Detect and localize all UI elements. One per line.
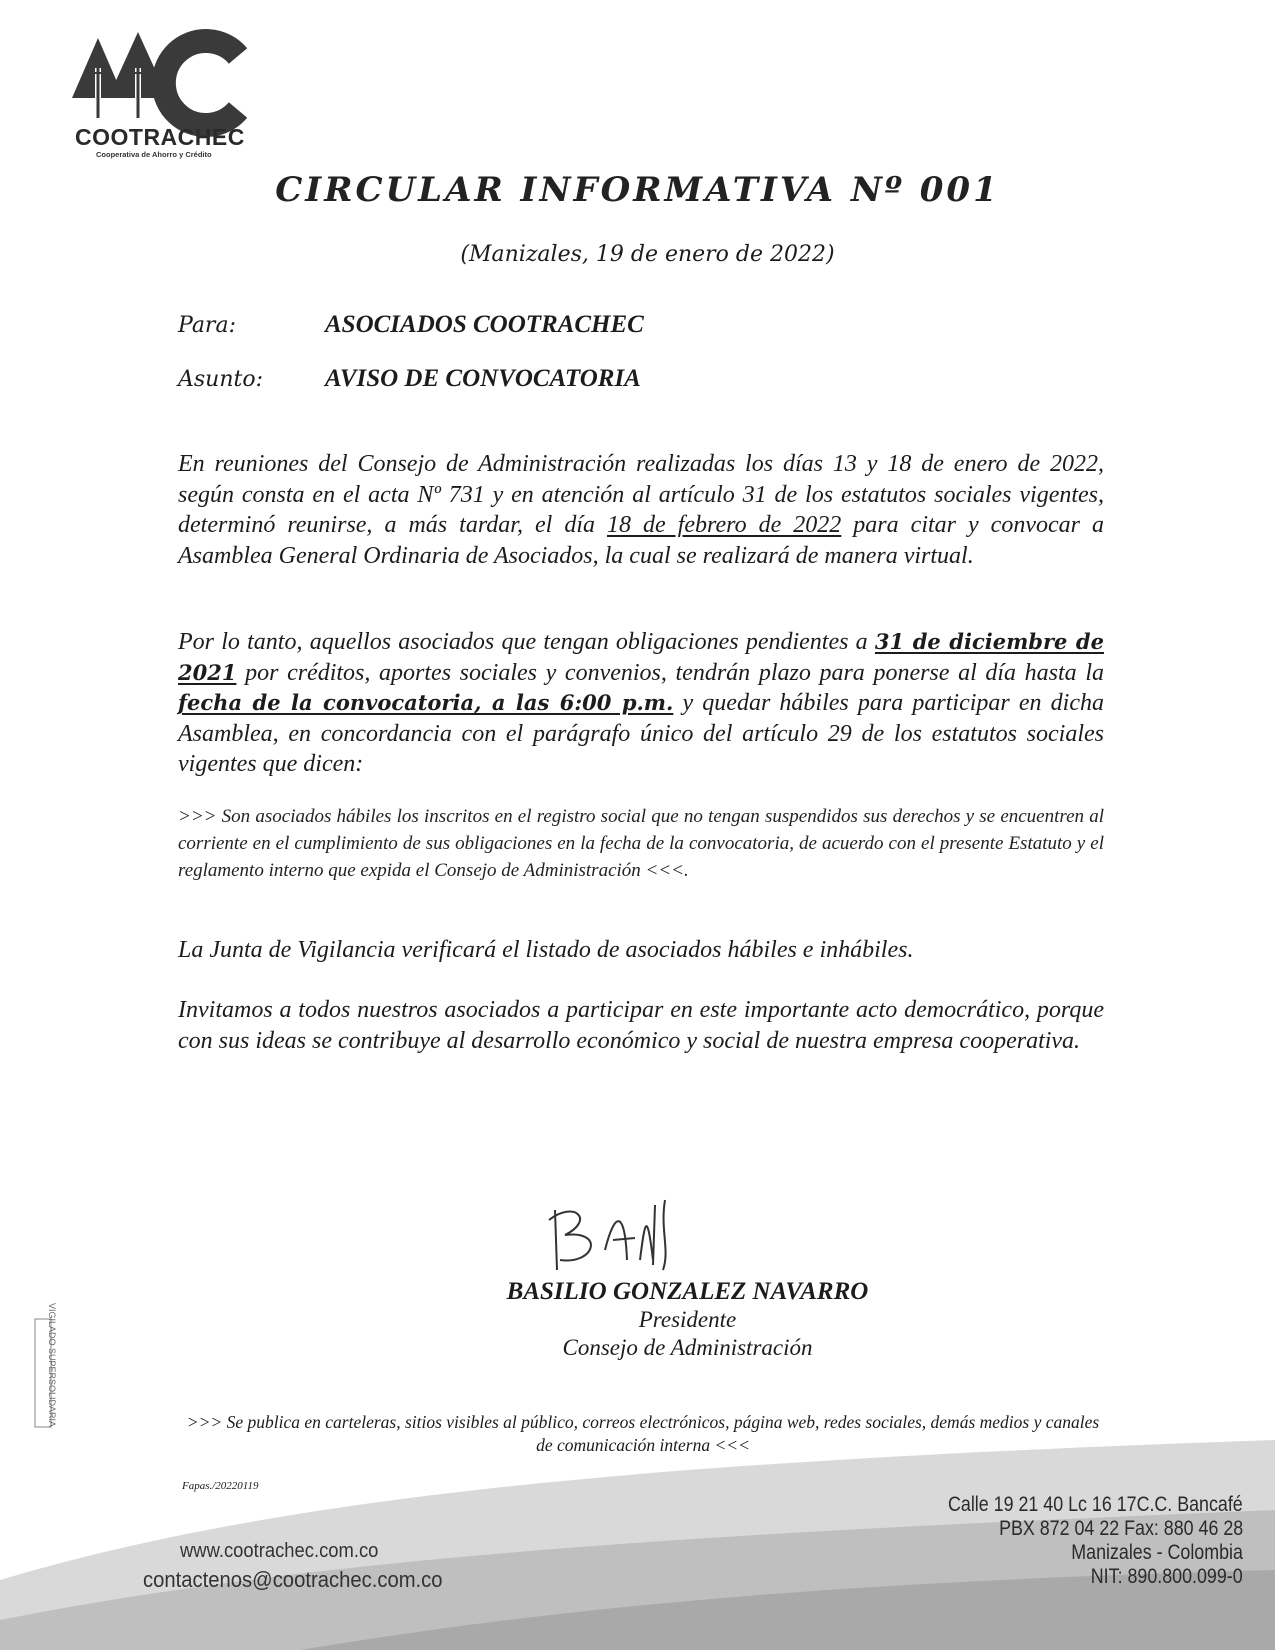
footer-website: www.cootrachec.com.co <box>180 1540 379 1562</box>
publication-note: >>> Se publica en carteleras, sitios visibles al público, correos electrónicos, página web, redes sociales, demás medios y canales de comunicación interna <<< <box>186 1412 1100 1455</box>
p2-text-a: Por lo tanto, aquellos asociados que tengan obligaciones pendientes a <box>178 629 875 655</box>
signer-body: Consejo de Administración <box>562 1335 813 1360</box>
footer-city: Manizales - Colombia <box>1071 1541 1243 1564</box>
footer-email: contactenos@cootrachec.com.co <box>143 1567 443 1592</box>
paragraph-obligations <box>178 627 1104 780</box>
footer-address: Calle 19 21 40 Lc 16 17C.C. Bancafé <box>948 1493 1243 1516</box>
circular-title: CIRCULAR INFORMATIVA Nº 001 <box>275 170 1000 210</box>
statute-quote: >>> Son asociados hábiles los inscritos en el registro social que no tengan suspendidos sus derechos y se encuentren al corriente en el cumplimiento de sus obligaciones en la fecha de la convocatoria, de acuerdo con el presente Estatuto y el reglamento interno que expida el Consejo de Administración <<<. <box>178 806 1104 881</box>
p2-text-c: y quedar hábiles para participar en dicha Asamblea, en concordancia con el parágrafo único del artículo 29 de los estatutos sociales vigentes que dicen: <box>178 690 1104 777</box>
paragraph-verification: La Junta de Vigilancia verificará el listado de asociados hábiles e inhábiles. <box>178 937 914 963</box>
p1-text-b: para citar y convocar a Asamblea General Ordinaria de Asociados, la cual se realizará de manera virtual. <box>178 512 1104 569</box>
p2-deadline: fecha de la convocatoria, a las 6:00 p.m. <box>178 690 674 715</box>
logo-name: COOTRACHEC <box>75 124 245 150</box>
signer-role: Presidente <box>638 1307 737 1332</box>
p2-cutoff-date: 31 de diciembre de 2021 <box>178 629 1104 685</box>
paragraph-convocation <box>178 449 1104 571</box>
circular-date: (Manizales, 19 de enero de 2022) <box>460 242 835 267</box>
paragraph-invitation: Invitamos a todos nuestros asociados a participar en este importante acto democrático, porque con sus ideas se contribuye al desarrollo económico y social de nuestra empresa cooperativa. <box>178 997 1104 1054</box>
subject-label: Asunto: <box>178 367 264 392</box>
document-reference: Fapas./20220119 <box>182 1480 259 1492</box>
stamp-text: VIGILADO SUPERSOLIDARIA <box>47 1302 58 1428</box>
p1-date-underlined: 18 de febrero de 2022 <box>607 512 842 538</box>
p1-text-a: En reuniones del Consejo de Administración realizadas los días 13 y 18 de enero de 2022, según consta en el acta Nº 731 y en atención al artículo 31 de los estatutos sociales vigentes, determinó reunirse, a más tardar, el día <box>178 451 1104 538</box>
subject-value: AVISO DE CONVOCATORIA <box>325 365 641 392</box>
signer-name: BASILIO GONZALEZ NAVARRO <box>506 1278 869 1305</box>
to-value: ASOCIADOS COOTRACHEC <box>325 311 644 338</box>
logo-tagline: Cooperativa de Ahorro y Crédito <box>96 150 212 159</box>
footer-phone: PBX 872 04 22 Fax: 880 46 28 <box>998 1517 1243 1540</box>
footer-nit: NIT: 890.800.099-0 <box>1091 1565 1243 1588</box>
p2-text-b: por créditos, aportes sociales y convenios, tendrán plazo para ponerse al día hasta la <box>236 659 1104 686</box>
to-label: Para: <box>178 313 236 338</box>
